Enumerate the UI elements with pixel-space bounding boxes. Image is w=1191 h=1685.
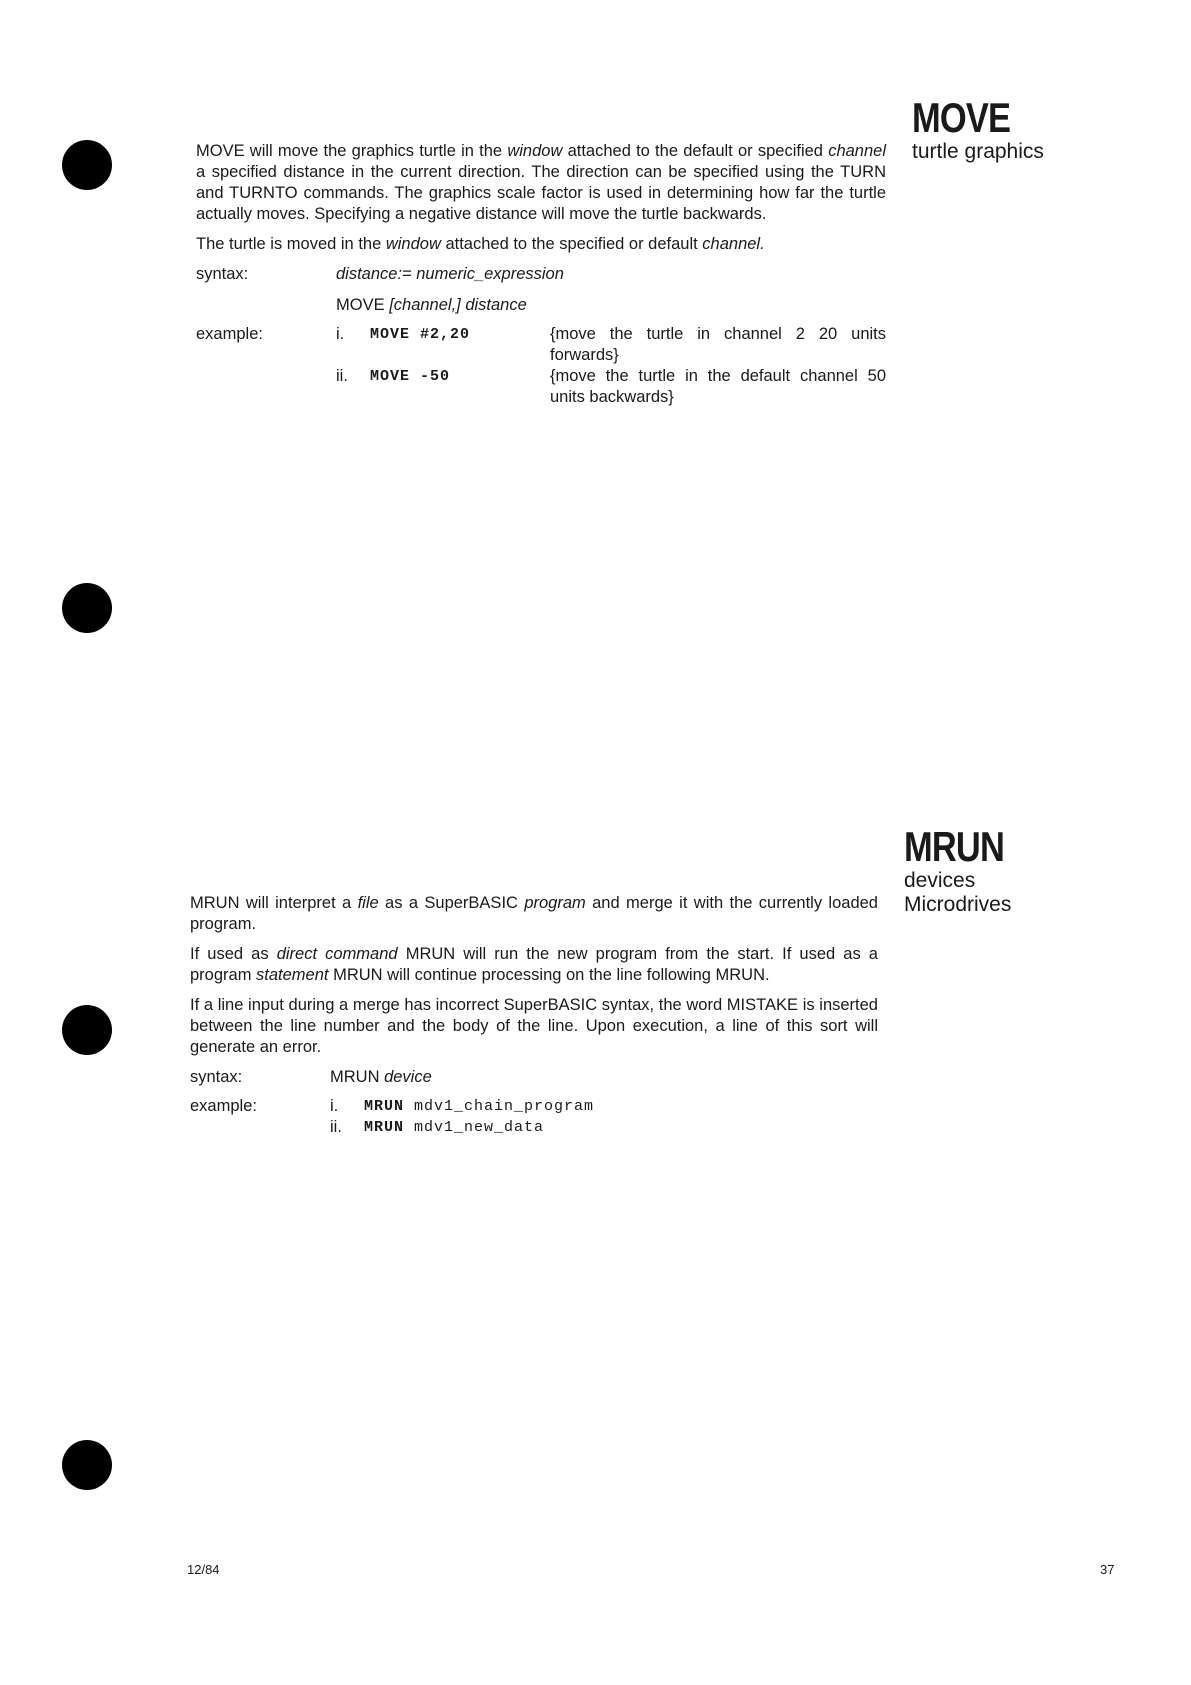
- mrun-syntax: [190, 1067, 878, 1088]
- mrun-entry: [190, 893, 878, 1146]
- footer-date: 12/84: [187, 1562, 220, 1577]
- move-examples: [196, 324, 886, 408]
- syntax-form: MOVE [channel,] distance: [336, 296, 527, 314]
- example-row: i. MOVE #2,20 {move the turtle in channel 2 20 units forwards}: [336, 325, 886, 364]
- binder-hole: [62, 1005, 112, 1055]
- example-code: MRUN mdv1_chain_program: [364, 1098, 595, 1115]
- mrun-examples: [190, 1096, 878, 1138]
- example-code: MOVE #2,20: [370, 326, 471, 343]
- example-row: i. MRUN mdv1_chain_program: [330, 1097, 595, 1115]
- mrun-mistake-note: If a line input during a merge has incorrect SuperBASIC syntax, the word MISTAKE is inserted between the line number and the body of the line. Upon execution, a line of this sort will generate an error.: [190, 996, 878, 1056]
- move-syntax: [196, 264, 886, 316]
- move-description: MOVE will move the graphics turtle in the window attached to the default or specified channel a specified distance in the current direction. The direction can be specified using the TURN and TURNTO commands. The graphics scale factor is used in determining how far the turtle actually moves. Specifying a negative distance will move the turtle backwards.: [196, 142, 886, 223]
- syntax-label: syntax:: [190, 1068, 243, 1086]
- move-keyword: MOVE: [912, 94, 1011, 141]
- move-entry: [196, 141, 886, 416]
- syntax-form: MRUN device: [330, 1068, 432, 1086]
- binder-hole: [62, 1440, 112, 1490]
- example-code: MOVE -50: [370, 368, 451, 385]
- syntax-definition: distance:= numeric_expression: [336, 265, 564, 283]
- page-number: 37: [1100, 1562, 1115, 1577]
- binder-hole: [62, 583, 112, 633]
- example-row: ii. MOVE -50 {move the turtle in the default channel 50 units backwards}: [336, 367, 886, 406]
- mrun-category-devices: devices: [904, 869, 976, 892]
- mrun-direct-note: If used as direct command MRUN will run the new program from the start. If used as a program statement MRUN will continue processing on the line following MRUN.: [190, 945, 878, 984]
- move-window-note: The turtle is moved in the window attached to the specified or default channel.: [196, 235, 765, 253]
- example-row: ii. MRUN mdv1_new_data: [330, 1118, 545, 1136]
- mrun-heading: [904, 825, 1026, 917]
- example-comment: {move the turtle in channel 2 20 units forwards}: [550, 325, 886, 364]
- binder-hole: [62, 140, 112, 190]
- syntax-label: syntax:: [196, 265, 249, 283]
- move-category: turtle graphics: [912, 140, 1044, 163]
- example-comment: {move the turtle in the default channel 50 units backwards}: [550, 367, 886, 406]
- mrun-keyword: MRUN: [904, 823, 1005, 870]
- move-heading: [912, 96, 1044, 164]
- mrun-description: MRUN will interpret a file as a SuperBASIC program and merge it with the currently loaded program.: [190, 894, 878, 933]
- example-label: example:: [190, 1097, 257, 1115]
- mrun-category-microdrives: Microdrives: [904, 893, 1012, 916]
- example-code: MRUN mdv1_new_data: [364, 1119, 545, 1136]
- example-label: example:: [196, 325, 263, 343]
